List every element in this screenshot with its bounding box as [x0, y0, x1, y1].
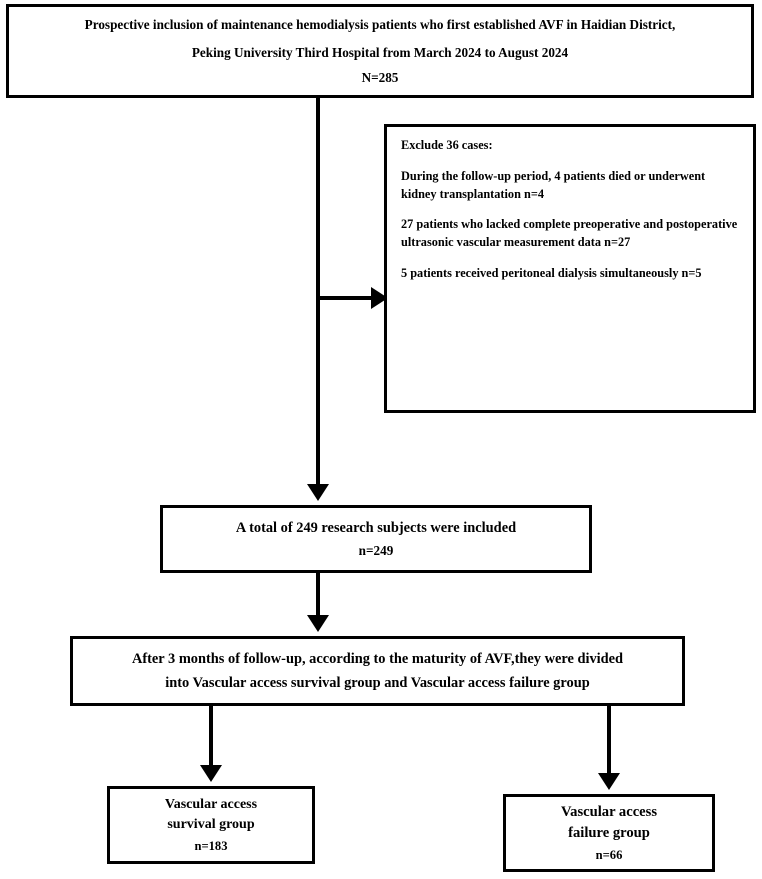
survival-group-count: n=183 [194, 839, 228, 854]
enrollment-count: N=285 [361, 70, 399, 86]
connector-survival-arrowhead [200, 765, 222, 782]
connector-main-vertical [316, 98, 320, 488]
failure-group-count: n=66 [595, 848, 623, 863]
connector-included-followup [316, 573, 320, 619]
connector-failure-arrowhead [598, 773, 620, 790]
survival-group-box [107, 786, 315, 864]
included-text: A total of 249 research subjects were included [235, 519, 517, 536]
failure-group-box [503, 794, 715, 872]
connector-main-arrowhead [307, 484, 329, 501]
failure-group-label-line-1: Vascular access [560, 803, 658, 820]
survival-group-label-line-1: Vascular access [164, 796, 258, 812]
exclusion-heading: Exclude 36 cases: [401, 138, 493, 152]
followup-grouping-box [70, 636, 685, 706]
connector-included-followup-arrowhead [307, 615, 329, 632]
enrollment-line-1: Prospective inclusion of maintenance hemodialysis patients who first established AVF in Haidian District, [84, 16, 676, 32]
exclusion-item-1: During the follow-up period, 4 patients died or underwent kidney transplantation n=4 [401, 168, 706, 201]
exclusion-item-2: 27 patients who lacked complete preoperative and postoperative ultrasonic vascular measurement data n=27 [401, 217, 738, 250]
included-subjects-box [160, 505, 592, 573]
enrollment-box [6, 4, 754, 98]
survival-group-label-line-2: survival group [167, 816, 255, 832]
exclusion-item-3: 5 patients received peritoneal dialysis simultaneously n=5 [401, 266, 702, 281]
connector-failure-vertical [607, 706, 611, 776]
followup-line-1: After 3 months of follow-up, according to the maturity of AVF,they were divided [131, 650, 624, 667]
connector-exclusion-horizontal [316, 296, 378, 300]
connector-survival-vertical [209, 706, 213, 768]
enrollment-line-2: Peking University Third Hospital from March 2024 to August 2024 [191, 44, 569, 60]
exclusion-box [384, 124, 756, 413]
included-count: n=249 [358, 542, 394, 558]
followup-line-2: into Vascular access survival group and Vascular access failure group [165, 674, 590, 691]
failure-group-label-line-2: failure group [568, 824, 650, 841]
